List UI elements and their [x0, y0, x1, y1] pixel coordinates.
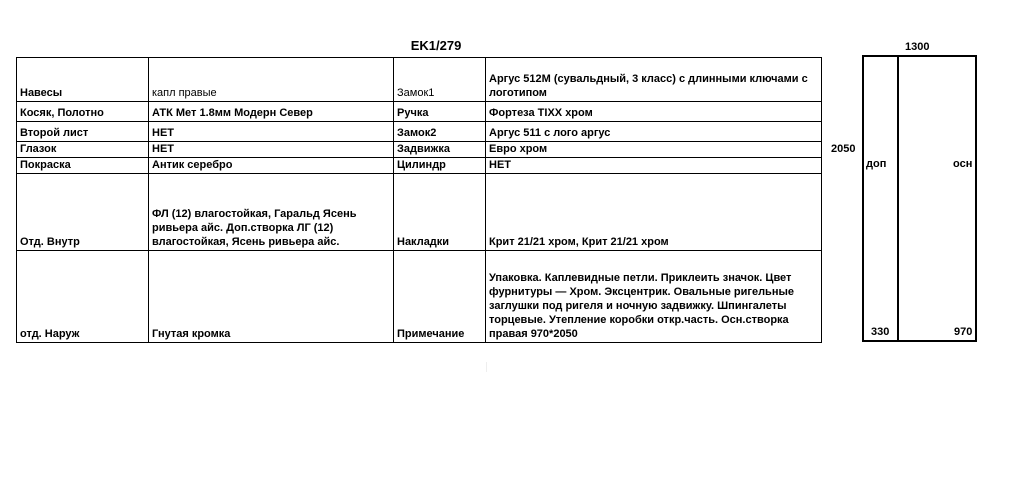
table-row: [17, 102, 822, 122]
diagram-dop-label: доп: [866, 158, 887, 170]
table-row: [17, 251, 822, 343]
row-value-cylinder: НЕТ: [486, 158, 822, 174]
row-value-lock2: Аргус 511 с лого аргус: [486, 122, 822, 142]
table-row: [17, 158, 822, 174]
row-value-inner-finish: ФЛ (12) влагостойкая, Гаральд Ясень ривьера айс. Доп.створка ЛГ (12) влагостойкая, Ясень ривьера айс.: [149, 174, 394, 251]
diagram-osn-width: 970: [954, 326, 973, 338]
row-value-note: Упаковка. Каплевидные петли. Приклеить значок. Цвет фурнитуры — Хром. Эксцентрик. Овальные ригельные заглушки под ригеля и ночную задвижку. Шпингалеты торцевые. Утепление коробки откр.часть. Осн.створка правая 970*2050: [486, 251, 822, 343]
row-label-paint: Покраска: [17, 158, 149, 174]
row-value-frame: АТК Мет 1.8мм Модерн Север: [149, 102, 394, 122]
table-row: [17, 142, 822, 158]
table-row: [17, 58, 822, 102]
row-value-lock1: Аргус 512М (сувальдный, 3 класс) с длинными ключами с логотипом: [486, 58, 822, 102]
row-value-overlays: Крит 21/21 хром, Крит 21/21 хром: [486, 174, 822, 251]
row-label-note: Примечание: [394, 251, 486, 343]
row-label-lock1: Замок1: [394, 58, 486, 102]
diagram-osn-label: осн: [953, 158, 973, 170]
row-label-hinges: Навесы: [17, 58, 149, 102]
scan-artifact: [486, 362, 487, 372]
row-label-lock2: Замок2: [394, 122, 486, 142]
row-label-handle: Ручка: [394, 102, 486, 122]
row-label-peephole: Глазок: [17, 142, 149, 158]
row-label-second-sheet: Второй лист: [17, 122, 149, 142]
row-value-second-sheet: НЕТ: [149, 122, 394, 142]
row-value-paint: Антик серебро: [149, 158, 394, 174]
table-row: [17, 122, 822, 142]
row-label-bolt: Задвижка: [394, 142, 486, 158]
row-label-outer-finish: отд. Наруж: [17, 251, 149, 343]
document-title: EK1/279: [410, 38, 462, 53]
row-label-overlays: Накладки: [394, 174, 486, 251]
door-spec-table: [16, 57, 822, 343]
row-value-outer-finish: Гнутая кромка: [149, 251, 394, 343]
door-leaf-divider: [897, 57, 899, 340]
row-label-inner-finish: Отд. Внутр: [17, 174, 149, 251]
table-row: [17, 174, 822, 251]
door-diagram: [862, 55, 977, 342]
row-value-bolt: Евро хром: [486, 142, 822, 158]
row-value-hinges: капл правые: [149, 58, 394, 102]
row-label-cylinder: Цилиндр: [394, 158, 486, 174]
row-value-peephole: НЕТ: [149, 142, 394, 158]
diagram-total-width: 1300: [905, 41, 930, 53]
diagram-dop-width: 330: [871, 326, 890, 338]
row-label-frame: Косяк, Полотно: [17, 102, 149, 122]
diagram-total-height: 2050: [831, 143, 856, 155]
row-value-handle: Фортеза TIXX хром: [486, 102, 822, 122]
